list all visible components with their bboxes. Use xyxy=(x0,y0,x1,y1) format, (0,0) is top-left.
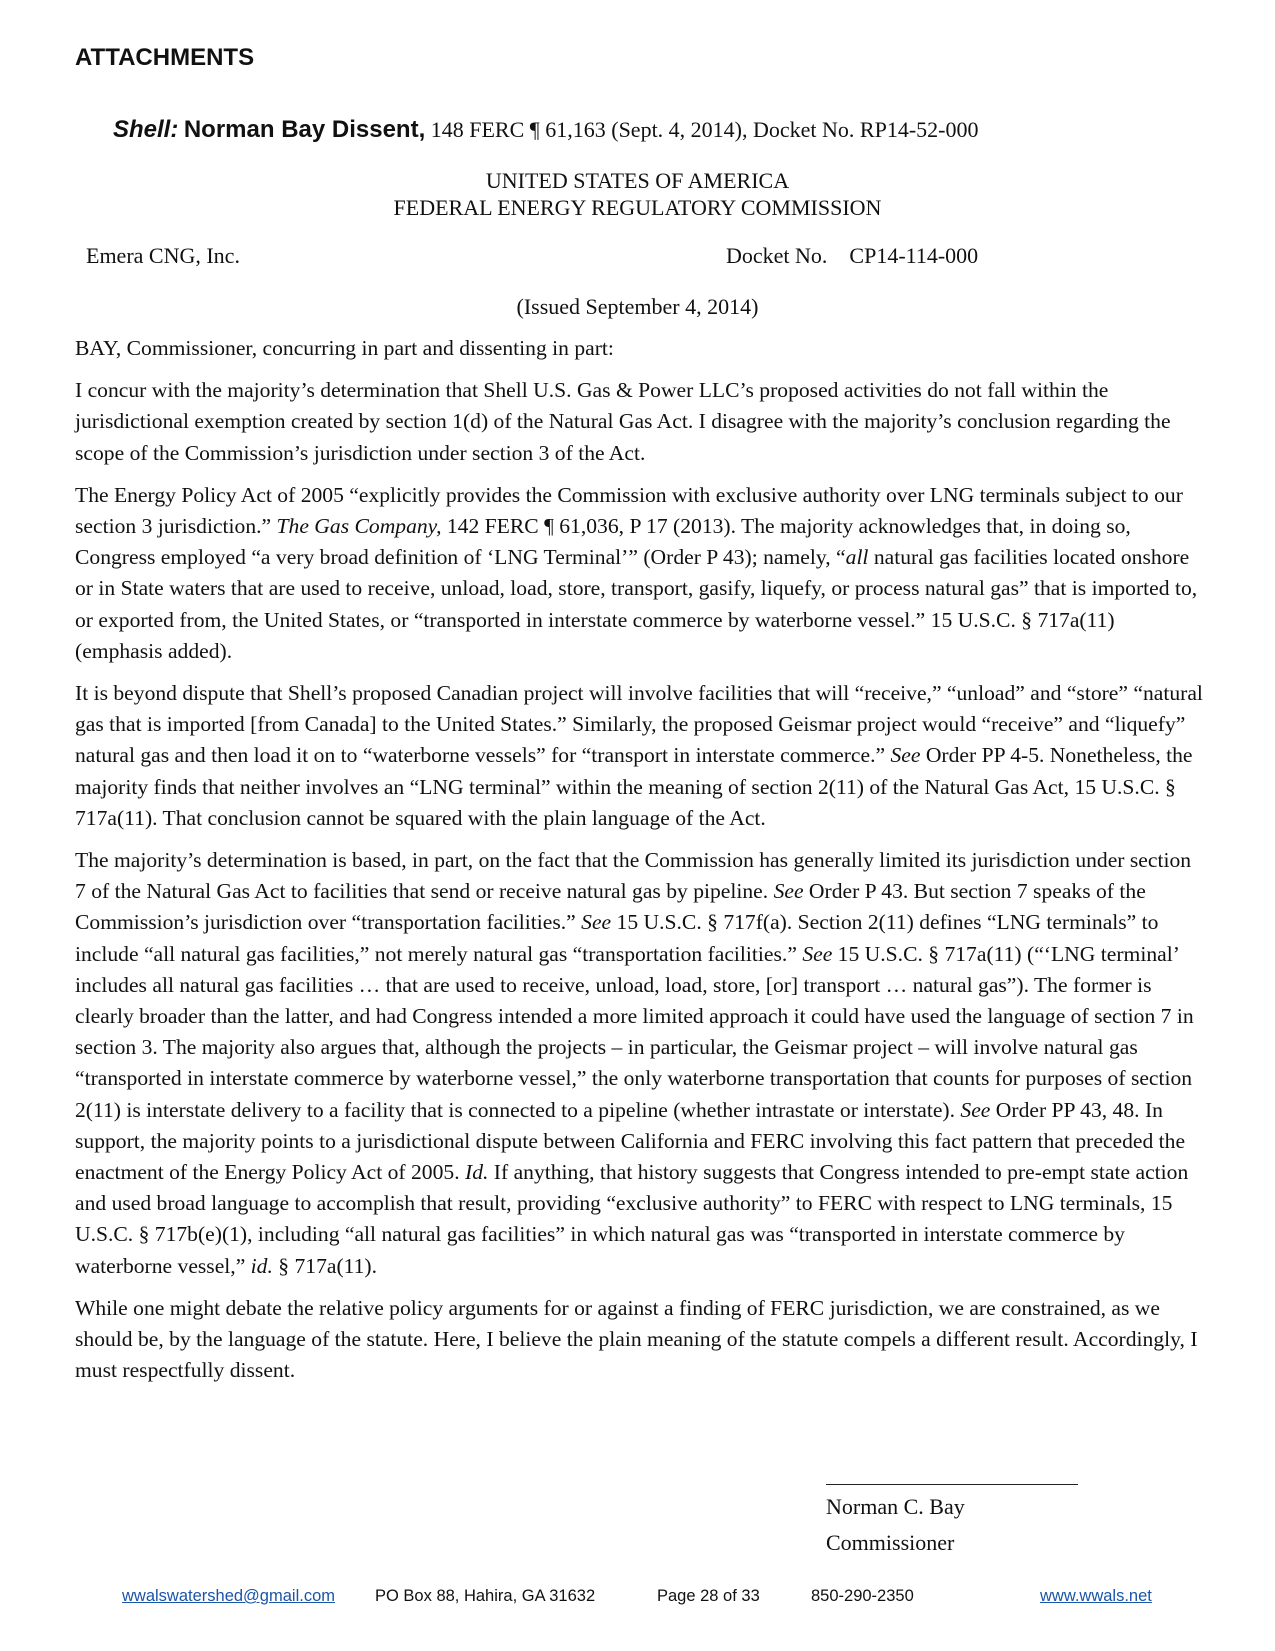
subtitle-party: Shell: xyxy=(113,116,179,143)
footer-website-link[interactable]: www.wwals.net xyxy=(1040,1587,1152,1605)
caption-agency: FEDERAL ENERGY REGULATORY COMMISSION xyxy=(393,195,882,220)
paragraph-2: The Energy Policy Act of 2005 “explicitly provides the Commission with exclusive authority over LNG terminals subject to our section 3 jurisdiction.” The Gas Company, 142 FERC ¶ 61,036, P 17 (2013). The majority acknowledges that, in doing so, Congress employed “a very broad definition of ‘LNG Terminal’” (Order P 43); namely, “all natural gas facilities located onshore or in State waters that are used to receive, unload, load, store, transport, gasify, liquefy, or process natural gas” that is imported to, or exported from, the United States, or “transported in interstate commerce by waterborne vessel.” 15 U.S.C. § 717a(11) (emphasis added). xyxy=(75,482,1198,663)
paragraph-3: It is beyond dispute that Shell’s proposed Canadian project will involve facilities that will “receive,” “unload” and “store” “natural gas that is imported [from Canada] to the United States.” Similarly, the proposed Geismar project would “receive” and “liquefy” natural gas and then load it on to “waterborne vessels” for “transport in interstate commerce.” See Order PP 4-5. Nonetheless, the majority finds that neither involves an “LNG terminal” within the meaning of section 2(11) of the Natural Gas Act, 15 U.S.C. § 717a(11). That conclusion cannot be squared with the plain language of the Act. xyxy=(75,681,1203,830)
subtitle-citation: 148 FERC ¶ 61,163 (Sept. 4, 2014), Docket No. RP14-52-000 xyxy=(430,117,979,142)
dissent-body xyxy=(75,333,1205,1398)
attachment-subtitle xyxy=(113,116,978,144)
paragraph-1: I concur with the majority’s determination that Shell U.S. Gas & Power LLC’s proposed activities do not fall within the jurisdictional exemption created by section 1(d) of the Natural Gas Act. I disagree with the majority’s conclusion regarding the scope of the Commission’s jurisdiction under section 3 of the Act. xyxy=(75,378,1171,465)
signature-line xyxy=(826,1484,1078,1485)
subtitle-dissent: Norman Bay Dissent, xyxy=(183,116,426,143)
footer-address: PO Box 88, Hahira, GA 31632 xyxy=(375,1587,596,1605)
intro-line: BAY, Commissioner, concurring in part and dissenting in part: xyxy=(75,336,614,360)
signature-name: Norman C. Bay xyxy=(826,1494,965,1519)
footer-phone: 850-290-2350 xyxy=(811,1587,914,1605)
paragraph-5: While one might debate the relative policy arguments for or against a finding of FERC jurisdiction, we are constrained, as we should be, by the language of the statute. Here, I believe the plain meaning of the statute compels a different result. Accordingly, I must respectfully dissent. xyxy=(75,1295,1198,1383)
paragraph-4: The majority’s determination is based, in part, on the fact that the Commission has generally limited its jurisdiction under section 7 of the Natural Gas Act to facilities that send or receive natural gas by pipeline. See Order P 43. But section 7 speaks of the Commission’s jurisdiction over “transportation facilities.” See 15 U.S.C. § 717f(a). Section 2(11) defines “LNG terminals” to include “all natural gas facilities,” not merely natural gas “transportation facilities.” See 15 U.S.C. § 717a(11) (“‘LNG terminal’ includes all natural gas facilities … that are used to receive, unload, load, store, [or] transport … natural gas”). The former is clearly broader than the latter, and had Congress intended a more limited approach it could have used the language of section 7 in section 3. The majority also argues that, although the projects – in particular, the Geismar project – will involve natural gas “transported in interstate commerce by waterborne vessel,” the only waterborne transportation that counts for purposes of section 2(11) is interstate delivery to a facility that is connected to a pipeline (whether intrastate or interstate). See Order PP 43, 48. In support, the majority points to a jurisdictional dispute between California and FERC involving this fact pattern that preceded the enactment of the Energy Policy Act of 2005. Id. If anything, that history suggests that Congress intended to pre-empt state action and used broad language to accomplish that result, providing “exclusive authority” to FERC with respect to LNG terminals, 15 U.S.C. § 717b(e)(1), including “all natural gas facilities” in which natural gas was “transported in interstate commerce by waterborne vessel,” id. § 717a(11). xyxy=(75,848,1194,1278)
signature-title: Commissioner xyxy=(826,1530,955,1555)
caption-docket: Docket No. CP14-114-000 xyxy=(726,243,979,268)
caption-issued: (Issued September 4, 2014) xyxy=(516,294,759,319)
caption-country: UNITED STATES OF AMERICA xyxy=(485,168,790,193)
footer-page-number: Page 28 of 33 xyxy=(657,1587,760,1605)
caption-party: Emera CNG, Inc. xyxy=(86,243,240,268)
footer-email-link[interactable]: wwalswatershed@gmail.com xyxy=(122,1587,335,1605)
page-heading: ATTACHMENTS xyxy=(75,44,255,71)
